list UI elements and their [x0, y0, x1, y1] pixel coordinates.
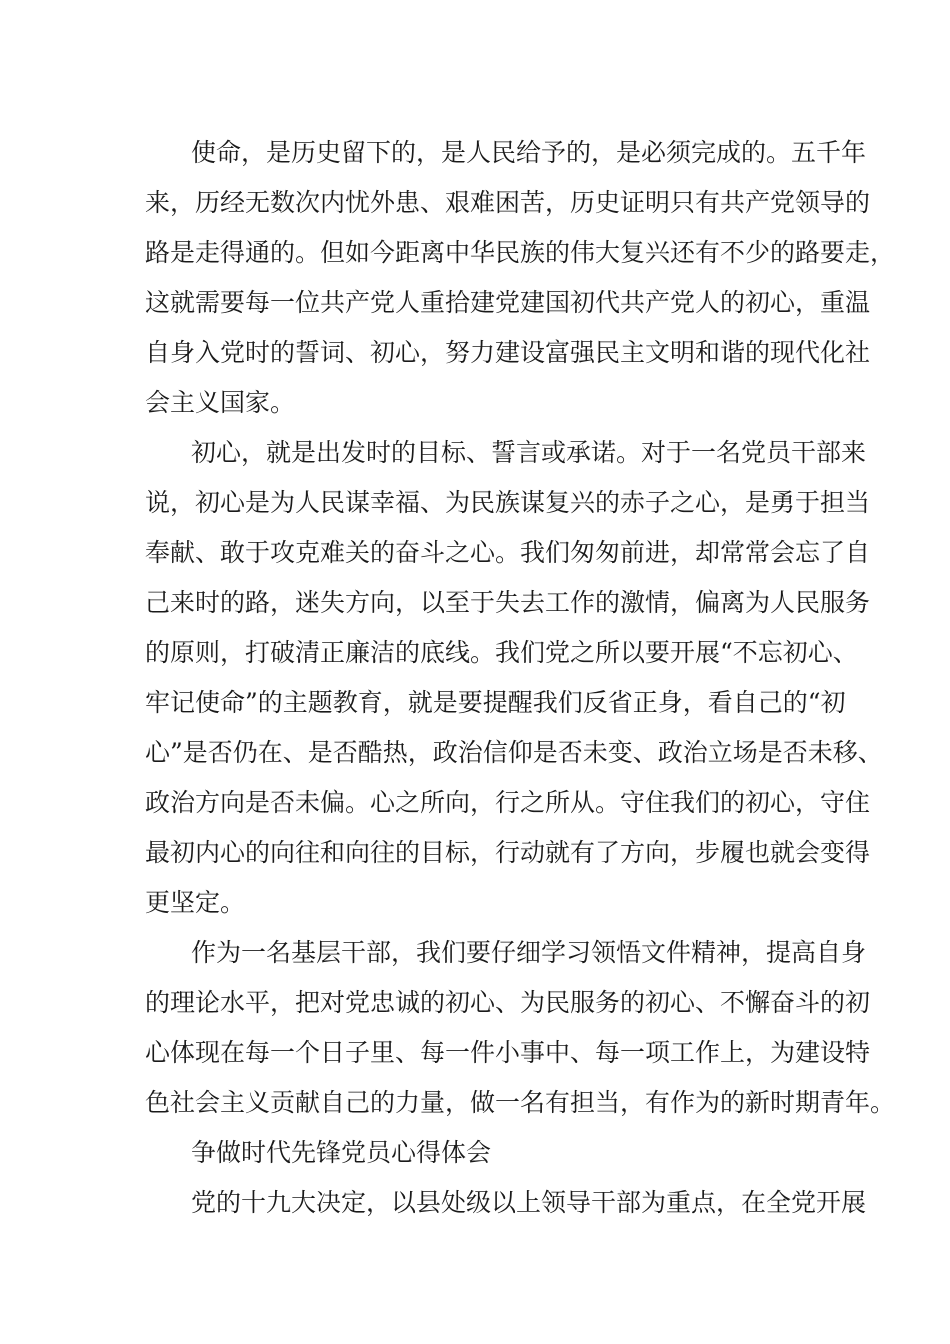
paragraph — [145, 428, 883, 928]
text-line: 会主义国家。 — [145, 388, 296, 417]
paragraph — [145, 928, 896, 1128]
text-line: 奉献、敢于攻克难关的奋斗之心。我们匆匆前进，却常常会忘了自 — [145, 538, 871, 567]
text-line: 的理论水平，把对党忠诚的初心、为民服务的初心、不懈奋斗的初 — [145, 988, 871, 1017]
text-line: 己来时的路，迷失方向，以至于失去工作的激情，偏离为人民服务 — [145, 588, 871, 617]
text-line: 说，初心是为人民谋幸福、为民族谋复兴的赤子之心，是勇于担当 — [145, 488, 871, 517]
document-body — [145, 128, 896, 1228]
text-line: 这就需要每一位共产党人重拾建党建国初代共产党人的初心，重温 — [145, 288, 871, 317]
text-line: 党的十九大决定，以县处级以上领导干部为重点，在全党开展 — [191, 1188, 867, 1217]
text-line: 初心，就是出发时的目标、誓言或承诺。对于一名党员干部来 — [191, 438, 867, 467]
text-line: 来，历经无数次内忧外患、艰难困苦，历史证明只有共产党领导的 — [145, 188, 871, 217]
text-line: 牢记使命”的主题教育，就是要提醒我们反省正身，看自己的“初 — [145, 688, 846, 717]
text-line: 心”是否仍在、是否酷热，政治信仰是否未变、政治立场是否未移、 — [145, 738, 883, 767]
text-line: 心体现在每一个日子里、每一件小事中、每一项工作上，为建设特 — [145, 1038, 871, 1067]
section-heading — [145, 1128, 835, 1178]
paragraph — [145, 1178, 867, 1228]
paragraph — [145, 128, 896, 428]
text-line: 自身入党时的誓词、初心，努力建设富强民主文明和谐的现代化社 — [145, 338, 871, 367]
text-line: 色社会主义贡献自己的力量，做一名有担当，有作为的新时期青年。 — [145, 1088, 896, 1117]
text-line: 的原则，打破清正廉洁的底线。我们党之所以要开展“不忘初心、 — [145, 638, 858, 667]
text-line: 路是走得通的。但如今距离中华民族的伟大复兴还有不少的路要走， — [145, 238, 896, 267]
text-line: 政治方向是否未偏。心之所向，行之所从。守住我们的初心，守住 — [145, 788, 871, 817]
text-line: 使命，是历史留下的，是人民给予的，是必须完成的。五千年 — [191, 138, 867, 167]
text-line: 最初内心的向往和向往的目标，行动就有了方向，步履也就会变得 — [145, 838, 871, 867]
text-line: 更坚定。 — [145, 888, 246, 917]
text-line: 作为一名基层干部，我们要仔细学习领悟文件精神，提高自身 — [191, 938, 867, 967]
heading-text: 争做时代先锋党员心得体会 — [191, 1138, 492, 1167]
